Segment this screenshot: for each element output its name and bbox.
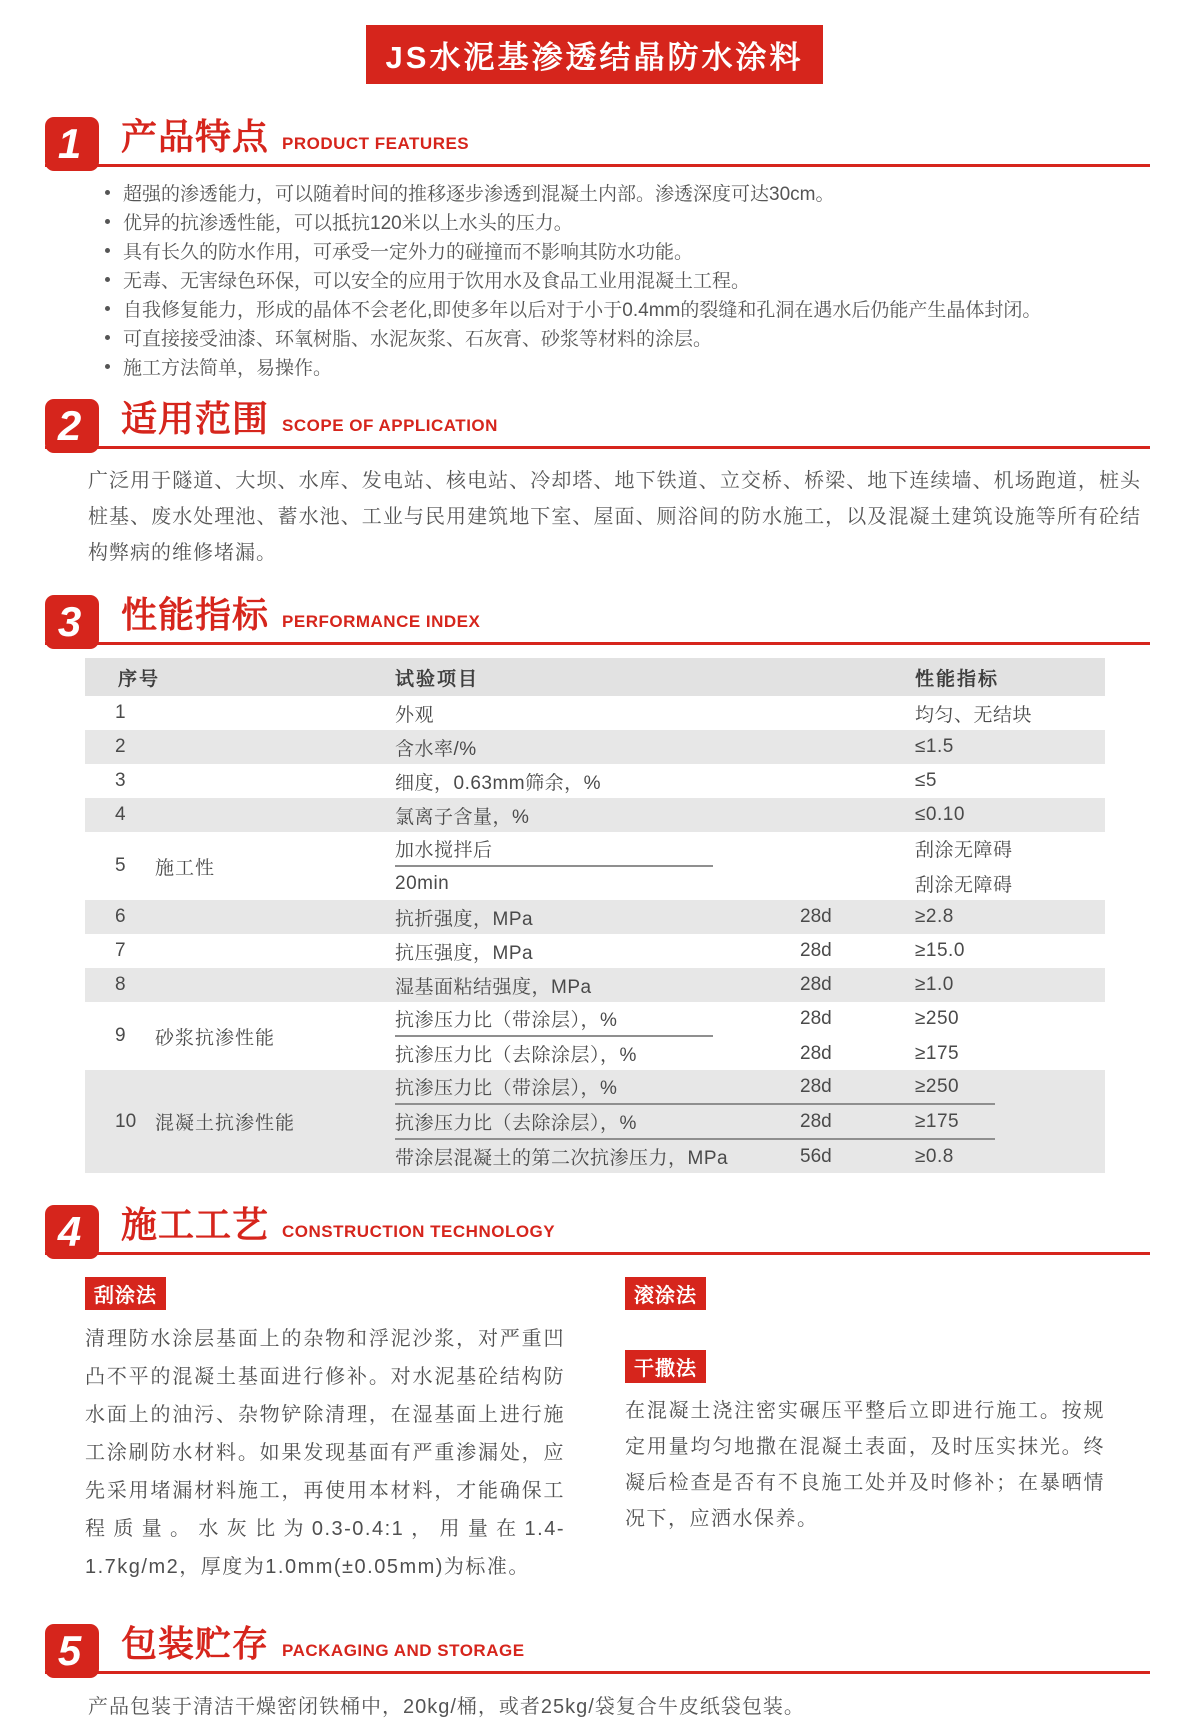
section-heading-2 bbox=[45, 399, 1150, 449]
cell-group: 砂浆抗渗性能 bbox=[155, 1027, 276, 1049]
sub-row-divider bbox=[395, 1103, 995, 1105]
feature-text: 优异的抗渗透性能，可以抵抗120米以上水头的压力。 bbox=[123, 213, 573, 234]
list-item bbox=[105, 209, 1129, 238]
cell-item: 带涂层混凝土的第二次抗渗压力，MPa bbox=[395, 1148, 729, 1169]
list-item bbox=[105, 180, 1129, 209]
feature-text: 施工方法简单，易操作。 bbox=[123, 358, 333, 379]
section-number-badge: 3 bbox=[45, 595, 99, 649]
section-title: 产品特点 bbox=[121, 116, 270, 157]
cell-age: 28d bbox=[800, 974, 832, 995]
cell-group: 混凝土抗渗性能 bbox=[155, 1113, 296, 1134]
sub-row-divider bbox=[395, 865, 713, 867]
cell-group bbox=[155, 798, 395, 832]
column-header-no: 序号 bbox=[118, 668, 161, 690]
packaging-paragraph: 产品包装于清洁干燥密闭铁桶中，20kg/桶，或者25kg/袋复合牛皮纸袋包装。 bbox=[88, 1696, 805, 1718]
section-title: 施工工艺 bbox=[121, 1204, 270, 1245]
cell-item: 加水搅拌后 bbox=[395, 840, 493, 861]
section-subtitle: PERFORMANCE INDEX bbox=[282, 612, 481, 631]
table-row bbox=[85, 798, 1105, 832]
section-title: 适用范围 bbox=[121, 398, 270, 439]
column-header-item: 试验项目 bbox=[395, 668, 480, 690]
table-row bbox=[85, 696, 1105, 730]
section-number-badge: 2 bbox=[45, 399, 99, 453]
cell-index: ≥250 bbox=[915, 1007, 960, 1029]
sub-row-divider bbox=[395, 1138, 995, 1140]
cell-age: 28d bbox=[800, 1042, 832, 1064]
cell-age: 28d bbox=[800, 1007, 832, 1029]
cell-no: 3 bbox=[115, 770, 126, 791]
cell-age: 28d bbox=[800, 1110, 832, 1132]
method-text: 清理防水涂层基面上的杂物和浮泥沙浆，对严重凹凸不平的混凝土基面进行修补。对水泥基砼结构防水面上的油污、杂物铲除清理，在湿基面上进行施工涂刷防水材料。如果发现基面有严重渗漏处，应先采用堵漏材料施工，再使用本材料，才能确保工程质量。水灰比为0.3-0.4:1，用量在1.4-1.7kg/m2，厚度为1.0mm(±0.05mm)为标准。 bbox=[85, 1328, 565, 1578]
section-heading-4 bbox=[45, 1205, 1150, 1255]
section-subtitle: PRODUCT FEATURES bbox=[282, 134, 470, 153]
bullet-icon bbox=[105, 219, 110, 224]
cell-age: 28d bbox=[800, 1075, 832, 1097]
cell-index: ≤5 bbox=[915, 770, 937, 791]
cell-group bbox=[155, 934, 395, 968]
feature-text: 具有长久的防水作用，可承受一定外力的碰撞而不影响其防水功能。 bbox=[123, 242, 694, 263]
cell-index: ≥250 bbox=[915, 1075, 960, 1097]
cell-index: ≥175 bbox=[915, 1042, 960, 1064]
feature-text: 无毒、无害绿色环保，可以安全的应用于饮用水及食品工业用混凝土工程。 bbox=[123, 271, 751, 292]
cell-group bbox=[155, 900, 395, 934]
cell-index: ≥1.0 bbox=[915, 974, 954, 995]
section-number-badge: 5 bbox=[45, 1624, 99, 1678]
table-row bbox=[85, 1002, 1105, 1070]
section-heading-3 bbox=[45, 595, 1150, 645]
section-title: 包装贮存 bbox=[121, 1623, 270, 1664]
table-row bbox=[85, 968, 1105, 1002]
cell-index: 均匀、无结块 bbox=[915, 704, 1033, 726]
table-row bbox=[85, 832, 1105, 900]
performance-table bbox=[85, 658, 1105, 1173]
column-header-index: 性能指标 bbox=[915, 668, 1000, 690]
cell-age: 28d bbox=[800, 906, 832, 927]
cell-index: 刮涂无障碍 bbox=[915, 875, 1013, 896]
cell-no: 8 bbox=[115, 974, 126, 995]
list-item bbox=[105, 238, 1129, 267]
cell-item: 抗渗压力比（带涂层），% bbox=[395, 1078, 618, 1099]
sub-row-divider bbox=[395, 1035, 713, 1037]
list-item bbox=[105, 354, 1129, 383]
table-row bbox=[85, 764, 1105, 798]
construction-left-column bbox=[85, 1277, 565, 1586]
cell-age: 56d bbox=[800, 1145, 832, 1167]
cell-index: ≥2.8 bbox=[915, 906, 954, 927]
feature-text: 可直接接受油漆、环氧树脂、水泥灰浆、石灰膏、砂浆等材料的涂层。 bbox=[123, 329, 713, 350]
cell-no: 9 bbox=[115, 1025, 126, 1046]
feature-list bbox=[105, 180, 1129, 383]
list-item bbox=[105, 325, 1129, 354]
cell-no: 2 bbox=[115, 736, 126, 757]
feature-text: 超强的渗透能力，可以随着时间的推移逐步渗透到混凝土内部。渗透深度可达30cm。 bbox=[123, 184, 835, 205]
section-number-badge: 1 bbox=[45, 117, 99, 171]
bullet-icon bbox=[105, 277, 110, 282]
page-title: JS水泥基渗透结晶防水涂料 bbox=[366, 25, 824, 84]
method-badge: 刮涂法 bbox=[85, 1277, 166, 1310]
cell-item: 抗渗压力比（去除涂层），% bbox=[395, 1113, 637, 1134]
cell-no: 10 bbox=[115, 1110, 137, 1132]
bullet-icon bbox=[105, 364, 110, 369]
section-subtitle: PACKAGING AND STORAGE bbox=[282, 1641, 525, 1660]
table-row bbox=[85, 900, 1105, 934]
cell-index: ≤1.5 bbox=[915, 736, 954, 757]
cell-index: ≥175 bbox=[915, 1110, 960, 1132]
list-item bbox=[105, 267, 1129, 296]
section-heading-5 bbox=[45, 1624, 1150, 1674]
cell-item: 抗压强度，MPa bbox=[395, 942, 534, 964]
table-row bbox=[85, 934, 1105, 968]
section-number-badge: 4 bbox=[45, 1205, 99, 1259]
cell-no: 5 bbox=[115, 855, 126, 876]
cell-no: 6 bbox=[115, 906, 126, 927]
section-heading-1 bbox=[45, 117, 1150, 167]
cell-item: 外观 bbox=[395, 704, 435, 726]
section-title: 性能指标 bbox=[121, 594, 270, 635]
bullet-icon bbox=[105, 190, 110, 195]
cell-group: 施工性 bbox=[155, 857, 216, 879]
cell-group bbox=[155, 764, 395, 798]
product-sheet bbox=[0, 25, 1189, 1718]
cell-index: ≤0.10 bbox=[915, 804, 965, 825]
table-header-row bbox=[85, 658, 1105, 696]
cell-item: 含水率/% bbox=[395, 738, 477, 760]
section-subtitle: CONSTRUCTION TECHNOLOGY bbox=[282, 1222, 556, 1241]
feature-text: 自我修复能力，形成的晶体不会老化,即使多年以后对于小于0.4mm的裂缝和孔洞在遇水后仍能产生晶体封闭。 bbox=[123, 300, 1042, 321]
construction-right-column bbox=[625, 1277, 1105, 1586]
cell-index: ≥0.8 bbox=[915, 1145, 954, 1167]
cell-index: 刮涂无障碍 bbox=[915, 840, 1013, 861]
table-row bbox=[85, 730, 1105, 764]
bullet-icon bbox=[105, 248, 110, 253]
list-item bbox=[105, 296, 1129, 325]
cell-no: 4 bbox=[115, 804, 126, 825]
cell-item: 湿基面粘结强度，MPa bbox=[395, 976, 592, 998]
cell-item: 抗折强度，MPa bbox=[395, 908, 534, 930]
scope-paragraph: 广泛用于隧道、大坝、水库、发电站、核电站、冷却塔、地下铁道、立交桥、桥梁、地下连续墙、机场跑道，桩头桩基、废水处理池、蓄水池、工业与民用建筑地下室、屋面、厕浴间的防水施工，以及混凝土建筑设施等所有砼结构弊病的维修堵漏。 bbox=[88, 470, 1141, 564]
cell-age: 28d bbox=[800, 940, 832, 961]
cell-item: 抗渗压力比（带涂层），% bbox=[395, 1010, 618, 1031]
cell-item: 细度，0.63mm筛余，% bbox=[395, 772, 602, 794]
cell-group bbox=[155, 730, 395, 764]
method-text: 在混凝土浇注密实碾压平整后立即进行施工。按规定用量均匀地撒在混凝土表面，及时压实抹光。终凝后检查是否有不良施工处并及时修补；在暴晒情况下，应洒水保养。 bbox=[625, 1400, 1105, 1530]
cell-group bbox=[155, 968, 395, 1002]
table-row bbox=[85, 1070, 1105, 1173]
method-badge: 干撒法 bbox=[625, 1350, 706, 1383]
cell-no: 1 bbox=[115, 702, 126, 723]
section-subtitle: SCOPE OF APPLICATION bbox=[282, 416, 498, 435]
method-badge: 滚涂法 bbox=[625, 1277, 706, 1310]
cell-group bbox=[155, 696, 395, 730]
cell-index: ≥15.0 bbox=[915, 940, 965, 961]
cell-item: 氯离子含量，% bbox=[395, 806, 530, 828]
cell-item: 抗渗压力比（去除涂层），% bbox=[395, 1045, 637, 1066]
cell-no: 7 bbox=[115, 940, 126, 961]
cell-item: 20min bbox=[395, 872, 450, 894]
construction-columns bbox=[85, 1277, 1149, 1586]
bullet-icon bbox=[105, 306, 110, 311]
bullet-icon bbox=[105, 335, 110, 340]
